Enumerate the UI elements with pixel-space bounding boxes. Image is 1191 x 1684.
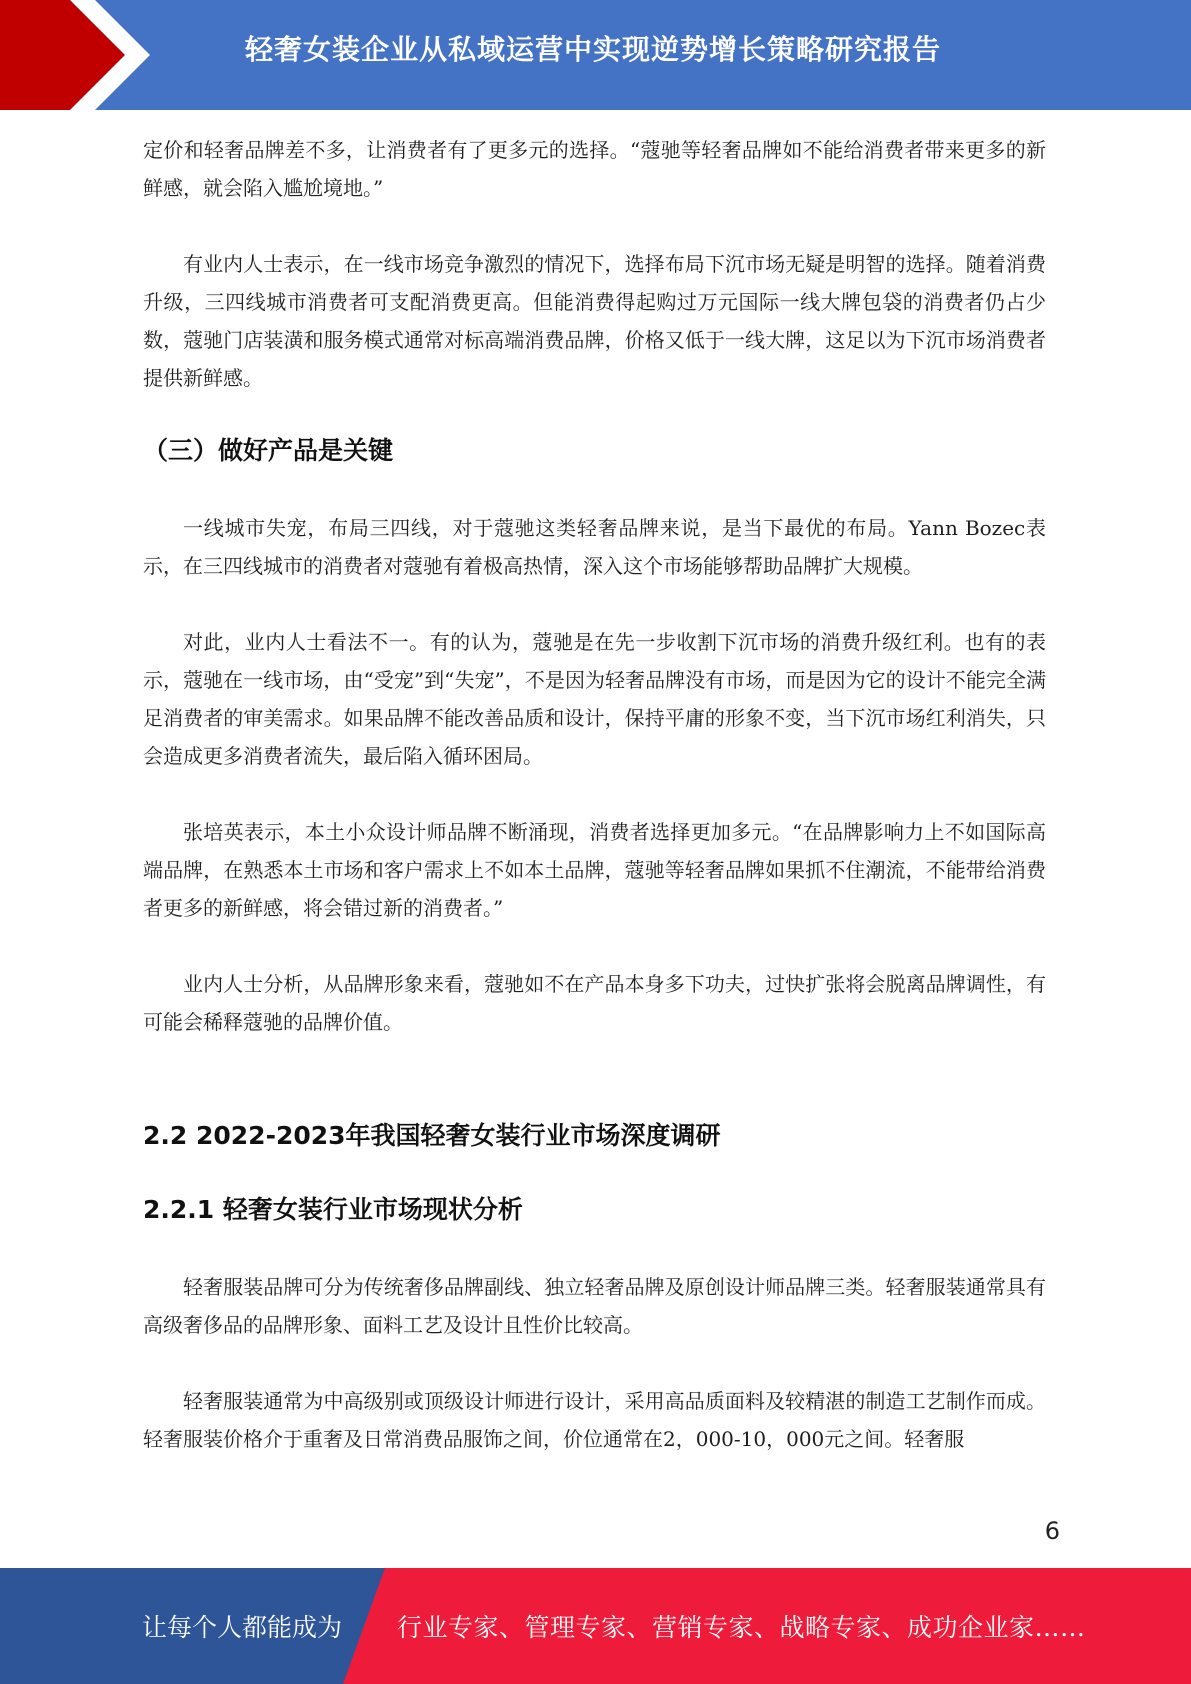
document-body	[143, 131, 1046, 1458]
footer-slogan-right: 行业专家、管理专家、营销专家、战略专家、成功企业家……	[397, 1613, 1086, 1642]
page-number: 6	[1044, 1517, 1060, 1545]
section-heading: 2.2 2022-2023年我国轻奢女装行业市场深度调研	[143, 1121, 721, 1150]
section-heading: （三）做好产品是关键	[143, 436, 394, 465]
paragraph: 轻奢服装品牌可分为传统奢侈品牌副线、独立轻奢品牌及原创设计师品牌三类。轻奢服装通常具有高级奢侈品的品牌形象、面料工艺及设计且性价比较高。	[143, 1275, 1046, 1337]
paragraph: 定价和轻奢品牌差不多，让消费者有了更多元的选择。“蔻驰等轻奢品牌如不能给消费者带来更多的新鲜感，就会陷入尴尬境地。”	[143, 138, 1046, 200]
footer-banner	[0, 1568, 1191, 1684]
paragraph: 对此，业内人士看法不一。有的认为，蔻驰是在先一步收割下沉市场的消费升级红利。也有的表示，蔻驰在一线市场，由“受宠”到“失宠”，不是因为轻奢品牌没有市场，而是因为它的设计不能完全满足消费者的审美需求。如果品牌不能改善品质和设计，保持平庸的形象不变，当下沉市场红利消失，只会造成更多消费者流失，最后陷入循环困局。	[143, 630, 1046, 768]
header-banner	[0, 0, 1191, 110]
paragraph: 张培英表示，本土小众设计师品牌不断涌现，消费者选择更加多元。“在品牌影响力上不如国际高端品牌，在熟悉本土市场和客户需求上不如本土品牌，蔻驰等轻奢品牌如果抓不住潮流，不能带给消费者更多的新鲜感，将会错过新的消费者。”	[143, 820, 1046, 920]
paragraph: 业内人士分析，从品牌形象来看，蔻驰如不在产品本身多下功夫，过快扩张将会脱离品牌调性，有可能会稀释蔻驰的品牌价值。	[143, 972, 1046, 1034]
subsection-heading: 2.2.1 轻奢女装行业市场现状分析	[143, 1195, 523, 1224]
footer-slogan-left: 让每个人都能成为	[142, 1613, 343, 1642]
paragraph: 有业内人士表示，在一线市场竞争激烈的情况下，选择布局下沉市场无疑是明智的选择。随着消费升级，三四线城市消费者可支配消费更高。但能消费得起购过万元国际一线大牌包袋的消费者仍占少数，蔻驰门店装潢和服务模式通常对标高端消费品牌，价格又低于一线大牌，这足以为下沉市场消费者提供新鲜感。	[143, 252, 1046, 390]
paragraph: 一线城市失宠，布局三四线，对于蔻驰这类轻奢品牌来说，是当下最优的布局。Yann Bozec表示，在三四线城市的消费者对蔻驰有着极高热情，深入这个市场能够帮助品牌扩大规模。	[143, 516, 1046, 578]
paragraph: 轻奢服装通常为中高级别或顶级设计师进行设计，采用高品质面料及较精湛的制造工艺制作而成。轻奢服装价格介于重奢及日常消费品服饰之间，价位通常在2，000-10，000元之间。轻奢服	[143, 1389, 1046, 1451]
report-title: 轻奢女装企业从私域运营中实现逆势增长策略研究报告	[245, 33, 942, 66]
